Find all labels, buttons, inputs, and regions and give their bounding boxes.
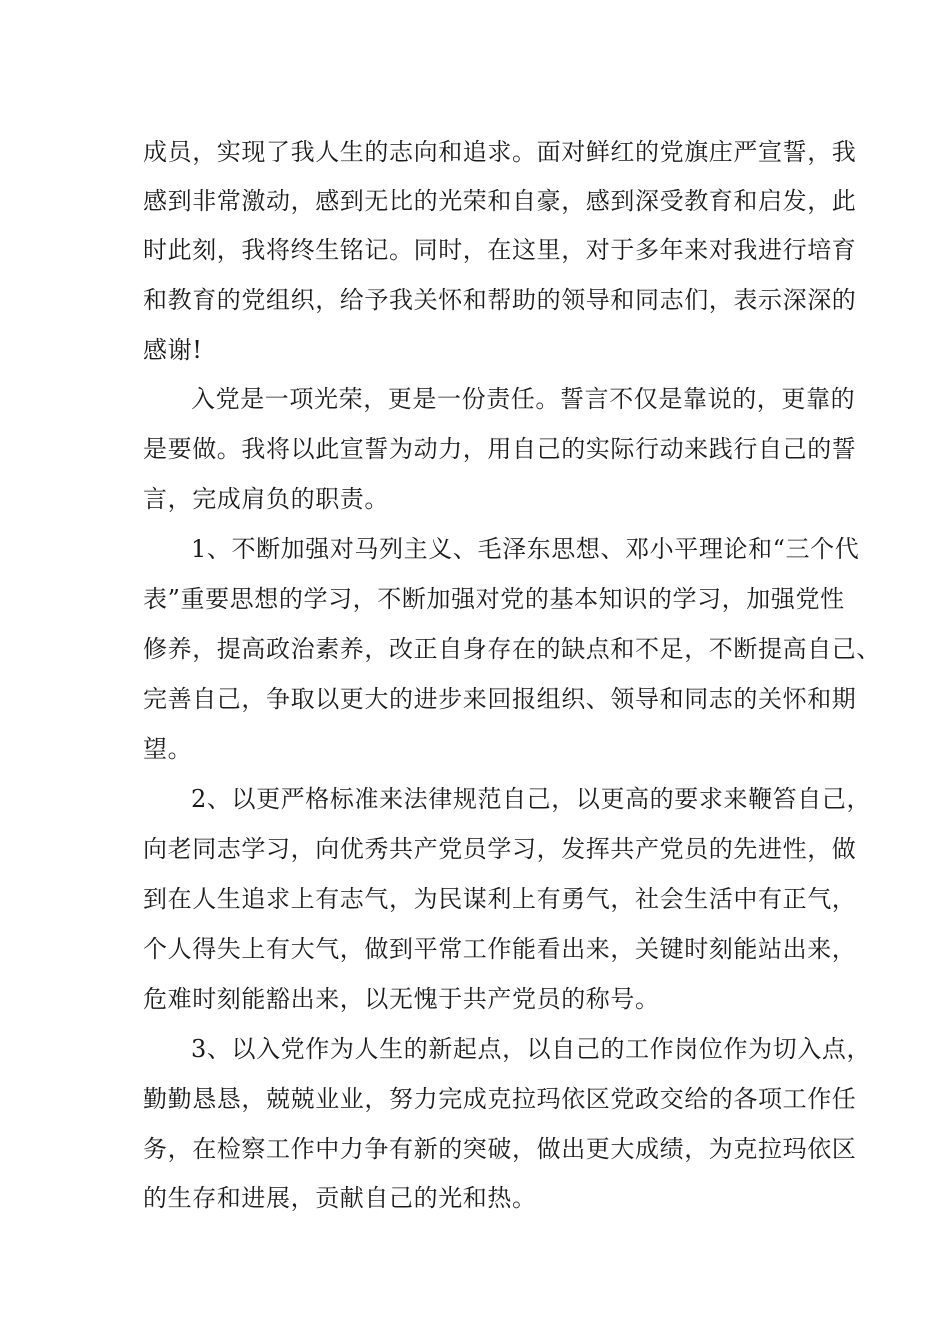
paragraph-4-line-5: 危难时刻能豁出来，以无愧于共产党员的称号。 bbox=[143, 985, 660, 1013]
paragraph-3-line-4: 完善自己，争取以更大的进步来回报组织、领导和同志的关怀和期 bbox=[143, 685, 857, 713]
paragraph-2-line-1: 入党是一项光荣，更是一份责任。誓言不仅是靠说的，更靠的 bbox=[191, 385, 856, 413]
paragraph-5-line-4: 的生存和进展，贡献自己的光和热。 bbox=[143, 1184, 537, 1212]
paragraph-1-line-5: 感谢! bbox=[143, 336, 203, 364]
paragraph-1-line-3: 时此刻，我将终生铭记。同时，在这里，对于多年来对我进行培育 bbox=[143, 236, 857, 264]
paragraph-2-line-3: 言，完成肩负的职责。 bbox=[143, 485, 389, 513]
paragraph-4-line-1: 2、以更严格标准来法律规范自己，以更高的要求来鞭笞自己， bbox=[191, 785, 872, 813]
paragraph-4-line-3: 到在人生追求上有志气，为民谋利上有勇气，社会生活中有正气， bbox=[143, 885, 857, 913]
paragraph-1-line-4: 和教育的党组织，给予我关怀和帮助的领导和同志们，表示深深的 bbox=[143, 286, 857, 314]
paragraph-1-line-2: 感到非常激动，感到无比的光荣和自豪，感到深受教育和启发，此 bbox=[143, 187, 857, 215]
paragraph-4-line-2: 向老同志学习，向优秀共产党员学习，发挥共产党员的先进性，做 bbox=[143, 835, 857, 863]
paragraph-5-line-1: 3、以入党作为人生的新起点，以自己的工作岗位作为切入点， bbox=[191, 1035, 872, 1063]
paragraph-3-line-2: 表”重要思想的学习，不断加强对党的基本知识的学习，加强党性 bbox=[143, 585, 845, 613]
paragraph-5-line-3: 务，在检察工作中力争有新的突破，做出更大成绩，为克拉玛依区 bbox=[143, 1135, 857, 1163]
paragraph-3-line-1: 1、不断加强对马列主义、毛泽东思想、邓小平理论和“三个代 bbox=[191, 535, 860, 563]
paragraph-1-line-1: 成员，实现了我人生的志向和追求。面对鲜红的党旗庄严宣誓，我 bbox=[143, 138, 857, 166]
paragraph-3-line-3: 修养，提高政治素养，改正自身存在的缺点和不足，不断提高自己、 bbox=[143, 635, 881, 663]
paragraph-5-line-2: 勤勤恳恳，兢兢业业，努力完成克拉玛依区党政交给的各项工作任 bbox=[143, 1085, 857, 1113]
paragraph-3-line-5: 望。 bbox=[143, 735, 193, 763]
paragraph-4-line-4: 个人得失上有大气，做到平常工作能看出来，关键时刻能站出来， bbox=[143, 935, 857, 963]
paragraph-2-line-2: 是要做。我将以此宣誓为动力，用自己的实际行动来践行自己的誓 bbox=[143, 435, 857, 463]
